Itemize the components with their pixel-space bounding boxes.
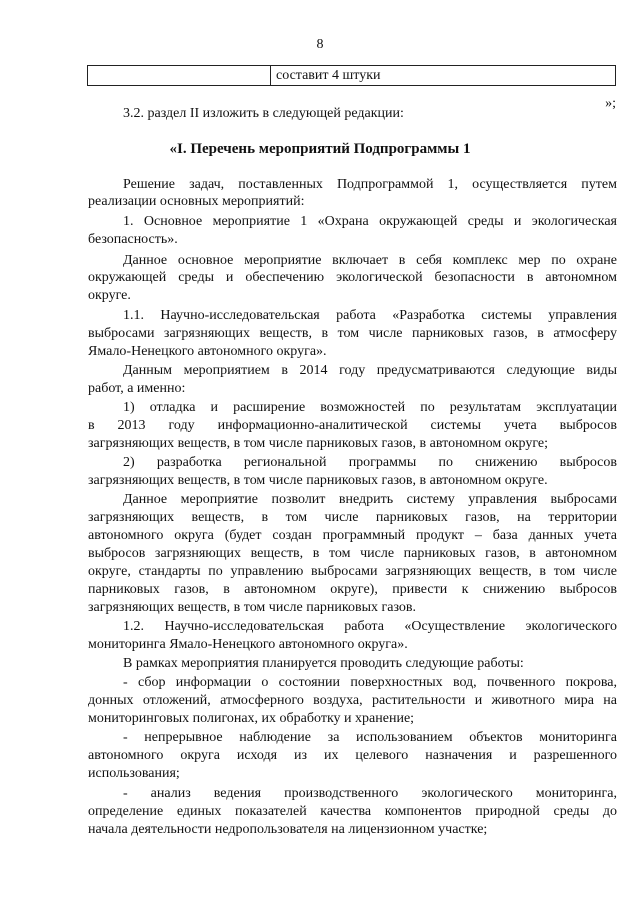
text-line: 1.1. Научно-исследовательская работа «Разработка системы управления — [123, 308, 617, 323]
text-line: парниковых газов, в автономном округе), привести к снижению выбросов — [88, 582, 617, 597]
text-line: начала деятельности недропользователя на лицензионном участке; — [88, 822, 488, 837]
text-line: определение единых показателей качества компонентов природной среды до — [88, 804, 617, 819]
text-line: работ, а именно: — [88, 381, 186, 396]
text-line: округе. — [88, 288, 131, 303]
text-line: загрязняющих веществ, в том числе парниковых газов, в автономном округе; — [88, 436, 549, 451]
table-cell-text: составит 4 штуки — [276, 68, 381, 83]
text-line: - сбор информации о состоянии поверхностных вод, почвенного покрова, — [123, 675, 617, 690]
text-line: использования; — [88, 766, 180, 781]
text-line: реализации основных мероприятий: — [88, 194, 305, 209]
close-quote: »; — [605, 96, 616, 111]
table-fragment — [87, 65, 616, 86]
section-heading: «I. Перечень мероприятий Подпрограммы 1 — [169, 141, 471, 157]
text-line: - непрерывное наблюдение за использованием объектов мониторинга — [123, 730, 617, 745]
text-line: 1) отладка и расширение возможностей по результатам эксплуатации — [123, 400, 617, 415]
text-line: мониторинга Ямало-Ненецкого автономного округа». — [88, 637, 408, 652]
text-line: мониторинговых полигонах, их обработку и хранение; — [88, 711, 415, 726]
text-line: Решение задач, поставленных Подпрограммой 1, осуществляется путем — [123, 177, 617, 192]
text-line: в 2013 году информационно-аналитической системы учета выбросов — [88, 418, 617, 433]
text-line: округе, стандарты по управлению выбросами загрязняющих веществ, в том числе — [88, 564, 617, 579]
text-line: донных отложений, атмосферного воздуха, растительности и животного мира на — [88, 693, 617, 708]
text-line: Данное мероприятие позволит внедрить систему управления выбросами — [123, 492, 617, 507]
text-line: Данным мероприятием в 2014 году предусматриваются следующие виды — [123, 363, 617, 378]
text-line: безопасность». — [88, 232, 178, 247]
text-line: 1. Основное мероприятие 1 «Охрана окружающей среды и экологическая — [123, 214, 617, 229]
page-number: 8 — [316, 37, 324, 52]
text-line: автономного округа исходя из их целевого назначения и разрешенного — [88, 748, 617, 763]
section-note: 3.2. раздел II изложить в следующей редакции: — [123, 106, 404, 121]
text-line: загрязняющих веществ, в том числе парниковых газов. — [88, 600, 417, 615]
text-line: окружающей среды и обеспечению экологической безопасности в автономном — [88, 270, 617, 285]
text-line: автономного округа (будет создан программный продукт – база данных учета — [88, 528, 617, 543]
text-line: загрязняющих веществ, в том числе парниковых газов, в автономном округе. — [88, 473, 548, 488]
text-line: загрязняющих веществ, в том числе парниковых газов, на территории — [88, 510, 617, 525]
text-line: - анализ ведения производственного экологического мониторинга, — [123, 786, 617, 801]
table-divider — [270, 66, 271, 85]
text-line: выбросов загрязняющих веществ, в том числе парниковых газов, в автономном — [88, 546, 617, 561]
text-line: 2) разработка региональной программы по снижению выбросов — [123, 455, 617, 470]
text-line: 1.2. Научно-исследовательская работа «Осуществление экологического — [123, 619, 617, 634]
text-line: выбросами загрязняющих веществ, в том числе парниковых газов, в атмосферу — [88, 326, 617, 341]
text-line: Данное основное мероприятие включает в себя комплекс мер по охране — [123, 253, 617, 268]
text-line: Ямало-Ненецкого автономного округа». — [88, 344, 327, 359]
text-line: В рамках мероприятия планируется проводить следующие работы: — [123, 656, 524, 671]
